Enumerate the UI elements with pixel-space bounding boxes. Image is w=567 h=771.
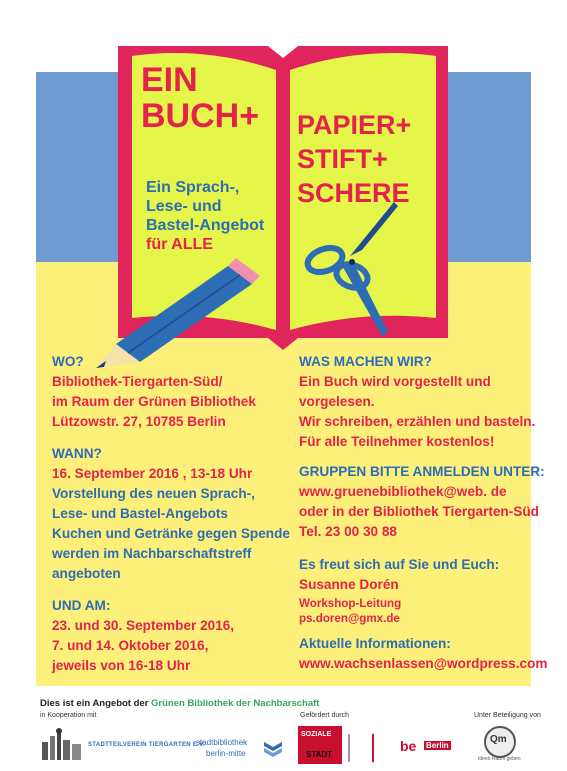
federal-ministry-logo [348, 734, 370, 762]
stadtbibliothek-logo [196, 736, 286, 766]
title-left-line2: BUCH+ [141, 97, 260, 135]
qm-text: Qm [490, 734, 507, 745]
be-berlin-logo [400, 738, 458, 758]
berlin-text: Berlin [426, 741, 449, 750]
gruppen-phone: Tel. 23 00 30 88 [299, 524, 397, 539]
footer-offer-prefix: Dies ist ein Angebot der [40, 698, 152, 709]
freut-heading: Es freut sich auf Sie und Euch: [299, 557, 500, 572]
soziale-line2: STADT [306, 750, 333, 759]
soziale-line1: SOZIALE [301, 731, 332, 738]
contact-role: Workshop-Leitung [299, 597, 402, 610]
wann-line: Kuchen und Getränke gegen Spende [52, 526, 290, 541]
stadtbibliothek-line1: stadtbibliothek [196, 738, 248, 747]
gruppen-heading: GRUPPEN BITTE ANMELDEN UNTER: [299, 464, 545, 479]
was-heading: WAS MACHEN WIR? [299, 354, 432, 369]
stadtbibliothek-line2: berlin-mitte [206, 749, 246, 758]
be-text: be [400, 738, 417, 754]
wann-line: Lese- und Bastel-Angebots [52, 506, 228, 521]
was-line: vorgelesen. [299, 394, 375, 409]
footer-funded: Gefördert durch [300, 712, 350, 719]
footer-cooperation: in Kooperation mit [40, 712, 97, 719]
stadtteilverein-logo [40, 728, 205, 764]
undam-heading: UND AM: [52, 598, 111, 613]
wo-heading: WO? [52, 354, 84, 369]
wann-date: 16. September 2016 , 13-18 Uhr [52, 466, 253, 481]
book-stack-icon [262, 738, 284, 760]
subtitle-line4: für ALLE [146, 236, 213, 253]
gruppen-email[interactable]: www.gruenebibliothek@web. de [299, 484, 507, 499]
title-right-line2: STIFT+ [297, 144, 388, 174]
footer-offer [40, 698, 319, 709]
title-right-line1: PAPIER+ [297, 110, 412, 140]
subtitle-line3: Bastel-Angebot [146, 217, 265, 234]
wo-line: Lützowstr. 27, 10785 Berlin [52, 414, 226, 429]
wann-line: Vorstellung des neuen Sprach-, [52, 486, 255, 501]
wann-line: werden im Nachbarschaftstreff [52, 546, 252, 561]
aktuell-heading: Aktuelle Informationen: [299, 636, 451, 651]
was-line: Ein Buch wird vorgestellt und [299, 374, 491, 389]
was-line: Wir schreiben, erzählen und basteln. [299, 414, 536, 429]
undam-line: 7. und 14. Oktober 2016, [52, 638, 209, 653]
footer-offer-org: Grünen Bibliothek der Nachbarschaft [151, 698, 320, 709]
subtitle-line1: Ein Sprach-, [146, 179, 240, 196]
undam-line: 23. und 30. September 2016, [52, 618, 235, 633]
qm-tagline: Ideen Raum geben [478, 756, 521, 762]
gruppen-line: oder in der Bibliothek Tiergarten-Süd [299, 504, 539, 519]
was-line: Für alle Teilnehmer kostenlos! [299, 434, 495, 449]
aktuell-url[interactable]: www.wachsenlassen@wordpress.com [299, 656, 548, 671]
footer-participation: Unter Beteiligung von [474, 712, 541, 719]
contact-email[interactable]: ps.doren@gmx.de [299, 612, 400, 625]
wann-line: angeboten [52, 566, 121, 581]
undam-line: jeweils von 16-18 Uhr [52, 658, 191, 673]
title-right-line3: SCHERE [297, 178, 410, 208]
wann-heading: WANN? [52, 446, 102, 461]
soziale-stadt-logo [298, 726, 342, 764]
stadtteilverein-name: STADTTEILVEREIN TIERGARTEN E.V. [88, 742, 205, 748]
state-ministry-logo [372, 734, 400, 762]
wo-line: im Raum der Grünen Bibliothek [52, 394, 256, 409]
qm-logo [478, 724, 521, 764]
contact-name: Susanne Dorén [299, 577, 399, 592]
skyline-icon [40, 728, 86, 762]
wo-line: Bibliothek-Tiergarten-Süd/ [52, 374, 223, 389]
title-left-line1: EIN [141, 61, 198, 99]
subtitle-line2: Lese- und [146, 198, 222, 215]
